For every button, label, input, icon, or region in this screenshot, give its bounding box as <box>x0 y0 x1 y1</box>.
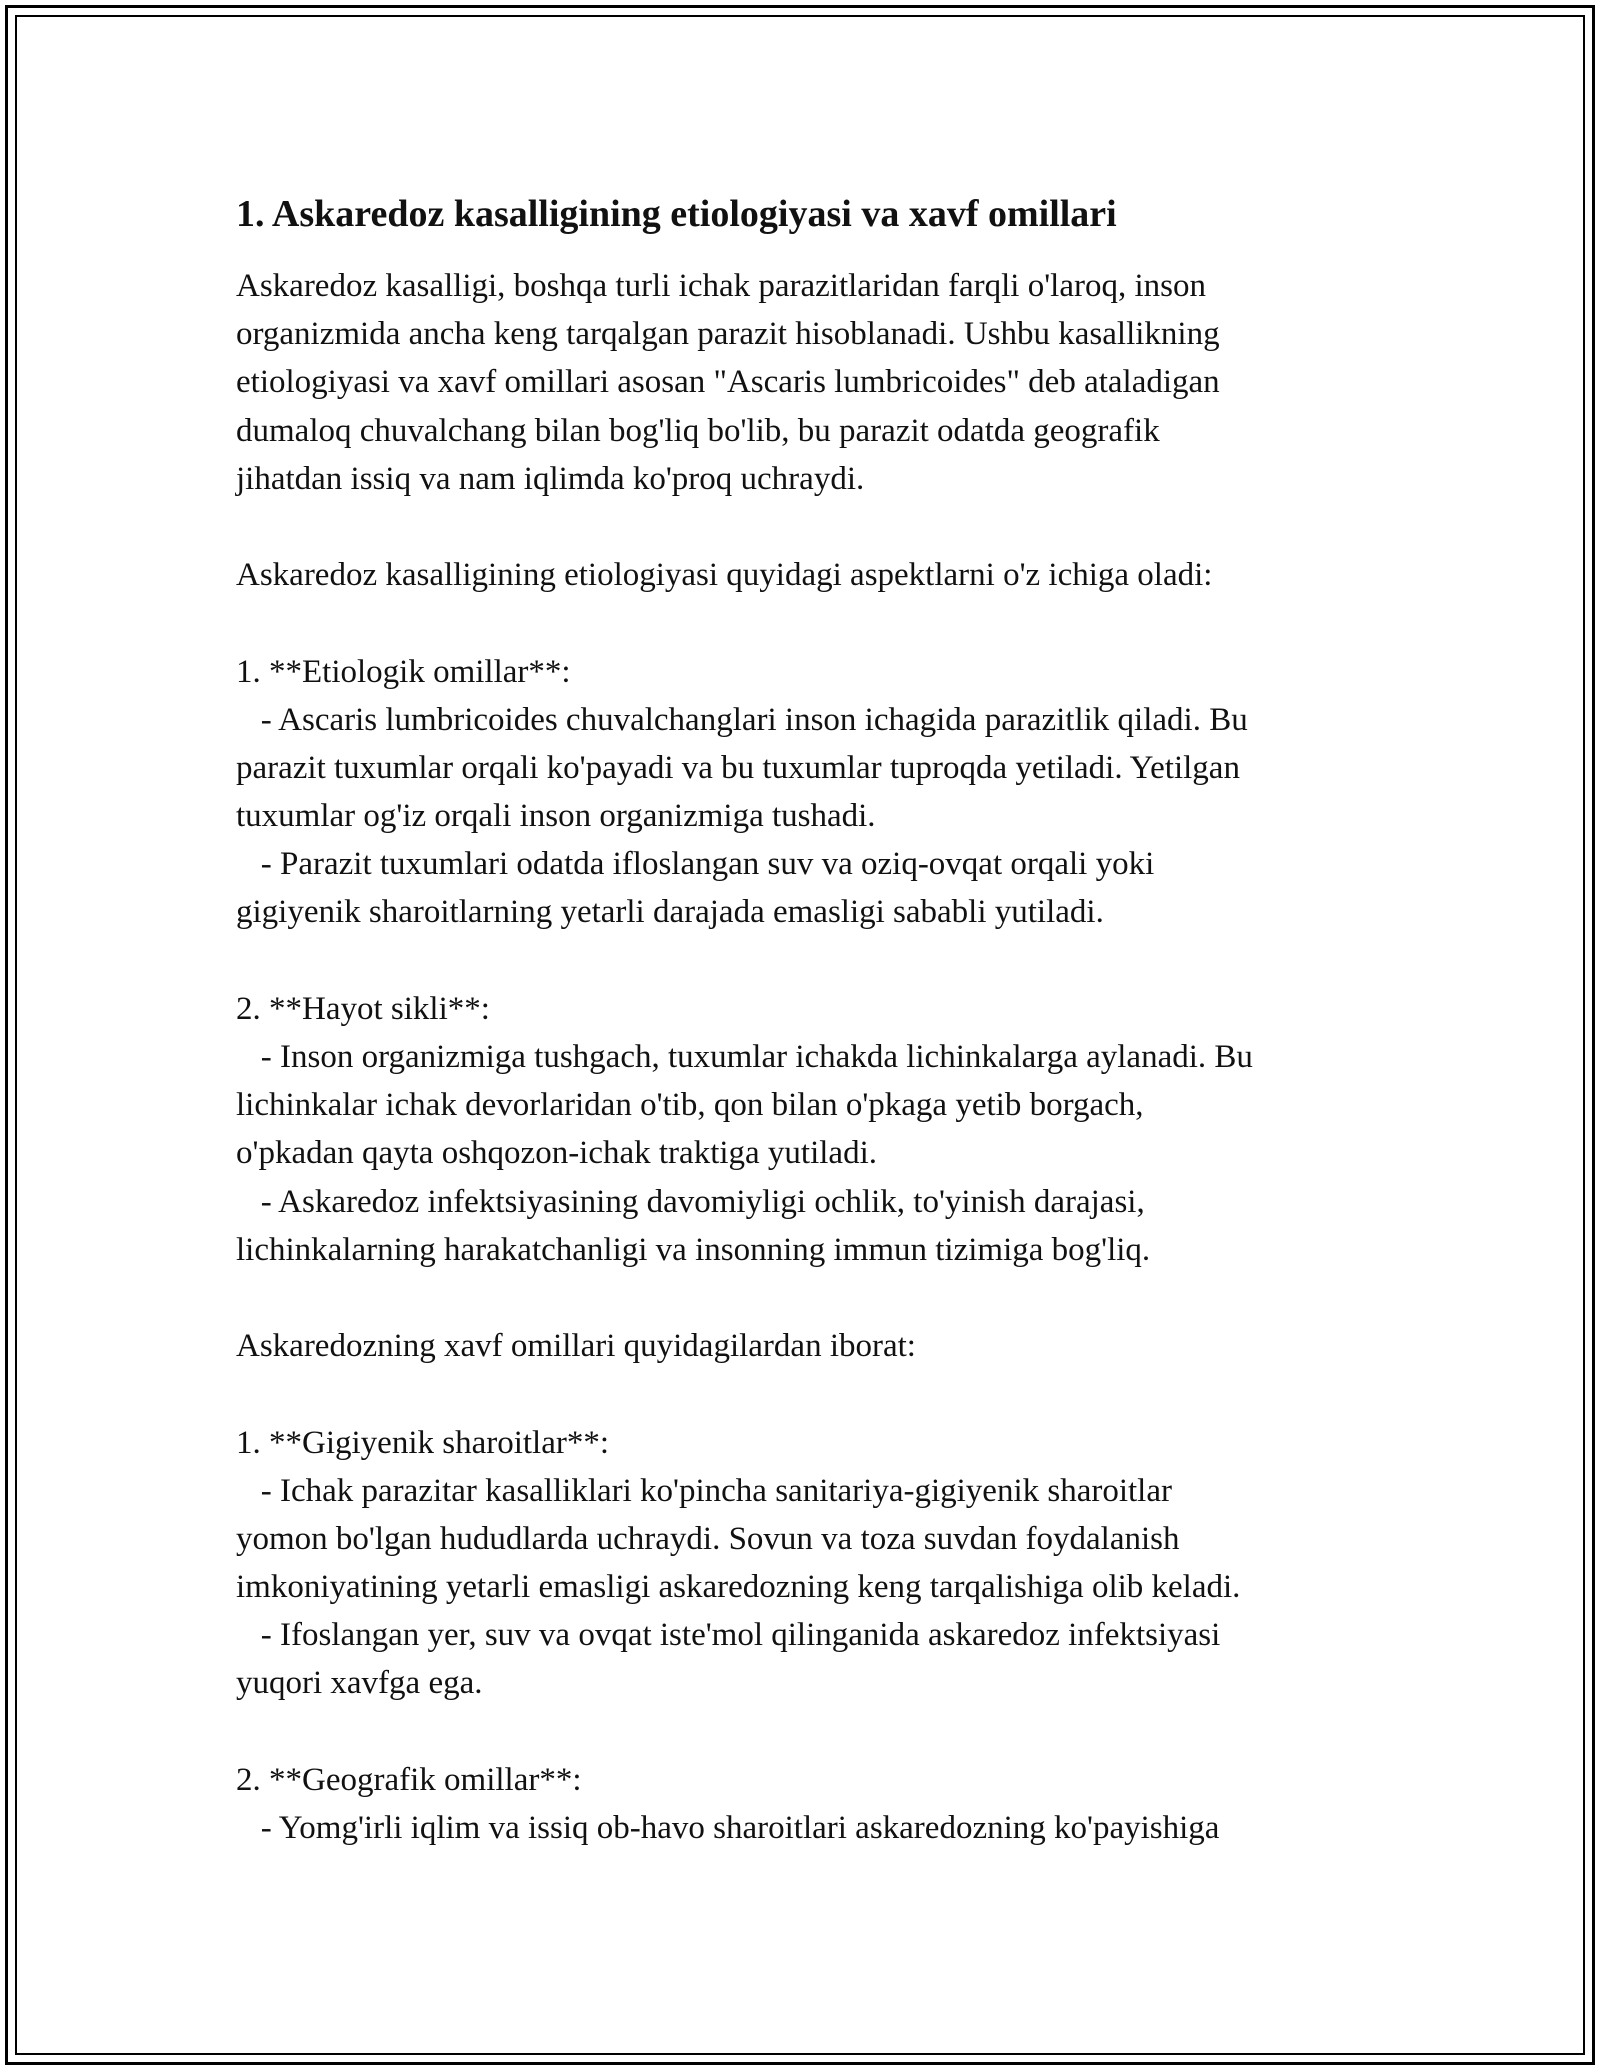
text-line: jihatdan issiq va nam iqlimda ko'proq uchraydi. <box>236 460 865 497</box>
blank-line <box>236 1370 1386 1418</box>
text-line: - Askaredoz infektsiyasining davomiyligi ochlik, to'yinish darajasi, <box>236 1183 1145 1220</box>
document-body <box>236 262 1386 1852</box>
section-heading: 1. Askaredoz kasalligining etiologiyasi va xavf omillari <box>236 193 1117 235</box>
text-line: gigiyenik sharoitlarning yetarli darajada emasligi sababli yutiladi. <box>236 894 1104 931</box>
text-line: organizmida ancha keng tarqalgan parazit hisoblanadi. Ushbu kasallikning <box>236 316 1220 353</box>
blank-line <box>236 599 1386 647</box>
text-line: Askaredoz kasalligi, boshqa turli ichak parazitlaridan farqli o'laroq, inson <box>236 268 1206 304</box>
blank-line <box>236 1708 1386 1756</box>
text-line: 2. **Hayot sikli**: <box>236 990 490 1027</box>
text-line: lichinkalarning harakatchanligi va insonning immun tizimiga bog'liq. <box>236 1231 1151 1268</box>
text-line: Askaredoz kasalligining etiologiyasi quyidagi aspektlarni o'z ichiga oladi: <box>236 557 1213 594</box>
text-line: - Parazit tuxumlari odatda ifloslangan suv va oziq-ovqat orqali yoki <box>236 846 1155 883</box>
document-page <box>236 188 1386 1852</box>
text-line: - Inson organizmiga tushgach, tuxumlar ichakda lichinkalarga aylanadi. Bu <box>236 1039 1253 1075</box>
text-line: - Ifoslangan yer, suv va ovqat iste'mol qilinganida askaredoz infektsiyasi <box>236 1617 1221 1654</box>
text-line: yomon bo'lgan hududlarda uchraydi. Sovun va toza suvdan foydalanish <box>236 1520 1180 1557</box>
text-line: etiologiyasi va xavf omillari asosan "Ascaris lumbricoides" deb ataladigan <box>236 364 1220 401</box>
text-line: - Yomg'irli iqlim va issiq ob-havo sharoitlari askaredozning ko'payishiga <box>236 1810 1220 1846</box>
blank-line <box>236 503 1386 551</box>
blank-line <box>236 937 1386 985</box>
blank-line <box>236 1274 1386 1322</box>
text-line: - Ascaris lumbricoides chuvalchanglari inson ichagida parazitlik qiladi. Bu <box>236 701 1248 738</box>
text-line: tuxumlar og'iz orqali inson organizmiga tushadi. <box>236 798 876 835</box>
text-line: o'pkadan qayta oshqozon-ichak traktiga yutiladi. <box>236 1135 878 1172</box>
text-line: parazit tuxumlar orqali ko'payadi va bu tuxumlar tuproqda yetiladi. Yetilgan <box>236 749 1240 786</box>
text-line: Askaredozning xavf omillari quyidagilardan iborat: <box>236 1328 916 1365</box>
text-line: dumaloq chuvalchang bilan bog'liq bo'lib, bu parazit odatda geografik <box>236 412 1160 449</box>
text-line: lichinkalar ichak devorlaridan o'tib, qon bilan o'pkaga yetib borgach, <box>236 1087 1144 1124</box>
text-line: 1. **Etiologik omillar**: <box>236 653 571 690</box>
text-line: yuqori xavfga ega. <box>236 1665 483 1702</box>
text-line: 2. **Geografik omillar**: <box>236 1761 582 1798</box>
text-line: 1. **Gigiyenik sharoitlar**: <box>236 1424 610 1461</box>
text-line: imkoniyatining yetarli emasligi askaredozning keng tarqalishiga olib keladi. <box>236 1569 1241 1606</box>
text-line: - Ichak parazitar kasalliklari ko'pincha sanitariya-gigiyenik sharoitlar <box>236 1472 1172 1509</box>
